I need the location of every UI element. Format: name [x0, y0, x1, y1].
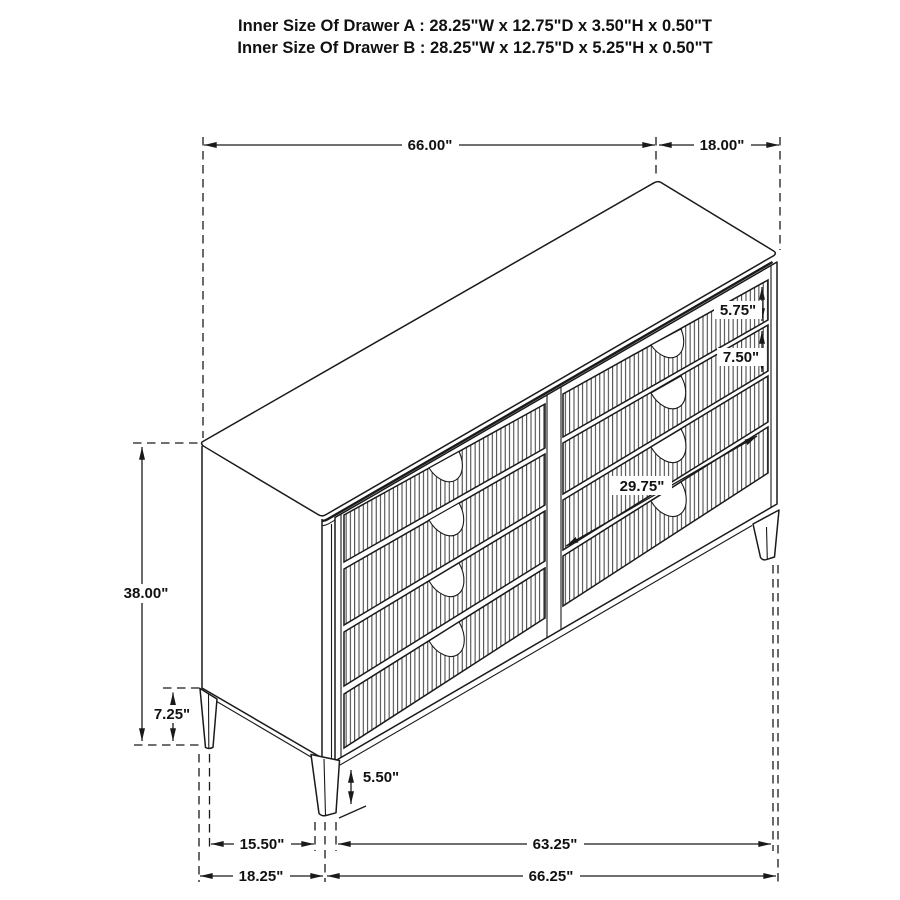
title-drawer-b: Inner Size Of Drawer B : 28.25"W x 12.75"D x 5.25"H x 0.50"T [237, 39, 713, 57]
floor-reference-line [339, 806, 366, 818]
dim-drawer-a-height-label: 5.75" [719, 302, 757, 319]
title-block [237, 17, 712, 57]
dim-overall-height-label: 38.00" [123, 585, 169, 602]
dim-overall-depth-label: 18.25" [238, 868, 284, 885]
dresser-drawing [200, 182, 779, 818]
title-drawer-a: Inner Size Of Drawer A : 28.25"W x 12.75"D x 3.50"H x 0.50"T [238, 17, 712, 35]
dim-front-leg-spacing-label: 63.25" [532, 836, 578, 853]
front-right-leg [753, 510, 779, 560]
dim-top-width-label: 66.00" [407, 137, 453, 154]
leg-shape [753, 510, 779, 560]
dim-front-leg-height-label: 5.50" [362, 769, 400, 786]
dim-side-leg-spacing-label: 15.50" [239, 836, 285, 853]
front-left-leg [311, 755, 340, 816]
dim-top-depth-label: 18.00" [699, 137, 745, 154]
dim-overall-width-label: 66.25" [528, 868, 574, 885]
dim-drawer-width-label: 29.75" [619, 478, 665, 495]
back-left-leg [200, 689, 217, 749]
dim-base-clearance-label: 7.25" [153, 706, 191, 723]
dim-drawer-b-height-label: 7.50" [722, 349, 760, 366]
